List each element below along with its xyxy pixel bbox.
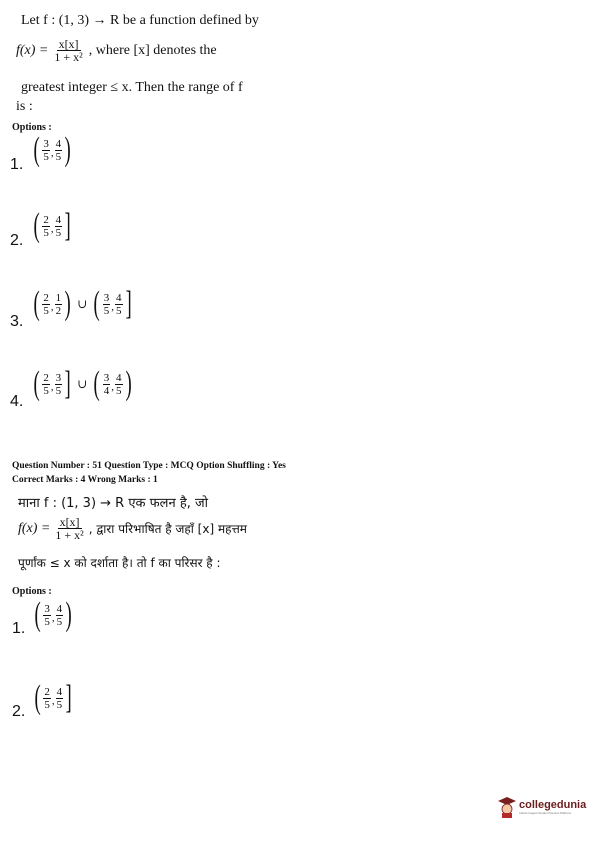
- option-interval: ( 3 5 , 4 5 ): [34, 596, 72, 633]
- collegedunia-logo: [497, 796, 586, 818]
- option-interval: ( 2 5 , 4 5 ]: [33, 207, 71, 244]
- hindi-question-line-3: पूर्णांक ≤ x को दर्शाता है। तो f का परिसर है :: [18, 556, 221, 570]
- option-interval: ( 2 5 , 1 2 ) ∪ ( 3 5 , 4 5 ]: [33, 285, 132, 322]
- hindi-question-line-1: माना f : (1, 3) → R एक फलन है, जो: [18, 496, 209, 511]
- numerator: x[x]: [58, 37, 79, 51]
- union-symbol: ∪: [77, 376, 88, 391]
- fx-label: f(x) =: [16, 43, 49, 58]
- hindi-question-formula: [18, 516, 247, 542]
- denominator: 1 + x²: [54, 50, 83, 64]
- question-meta-line-1: Question Number : 51 Question Type : MCQ Option Shuffling : Yes: [12, 461, 286, 471]
- question-line-1: Let f : (1, 3) → R be a function defined by: [21, 13, 259, 28]
- union-symbol: ∪: [77, 296, 88, 311]
- options-heading: Options :: [12, 586, 52, 597]
- question-line-3: greatest integer ≤ x. Then the range of f: [21, 80, 243, 95]
- options-heading: Options :: [12, 122, 52, 133]
- logo-text: collegedunia: [519, 798, 587, 811]
- fraction: [52, 38, 84, 64]
- option-number: 4.: [10, 393, 24, 410]
- fraction: [53, 516, 85, 542]
- hindi-rest-text: , द्वारा परिभाषित है जहाँ [x] महत्तम: [88, 522, 247, 536]
- question-formula: [16, 38, 217, 64]
- where-text: , where [x] denotes the: [88, 43, 217, 58]
- option-number: 1.: [10, 156, 24, 173]
- option-number: 1.: [12, 620, 26, 637]
- option-interval: ( 2 5 , 4 5 ]: [34, 679, 72, 716]
- fx-label: f(x) =: [18, 521, 51, 536]
- logo-tagline: India's largest Student Review Platform: [519, 810, 572, 815]
- option-interval: ( 3 5 , 4 5 ): [33, 131, 71, 168]
- option-number: 2.: [12, 703, 26, 720]
- option-number: 3.: [10, 313, 24, 330]
- question-meta-line-2: Correct Marks : 4 Wrong Marks : 1: [12, 475, 158, 485]
- question-line-4: is :: [16, 99, 33, 114]
- option-interval: ( 2 5 , 3 5 ] ∪ ( 3 4 , 4 5 ): [33, 365, 132, 402]
- option-number: 2.: [10, 232, 24, 249]
- graduate-icon: [497, 796, 517, 818]
- numerator: x[x]: [59, 515, 80, 529]
- denominator: 1 + x²: [55, 528, 84, 542]
